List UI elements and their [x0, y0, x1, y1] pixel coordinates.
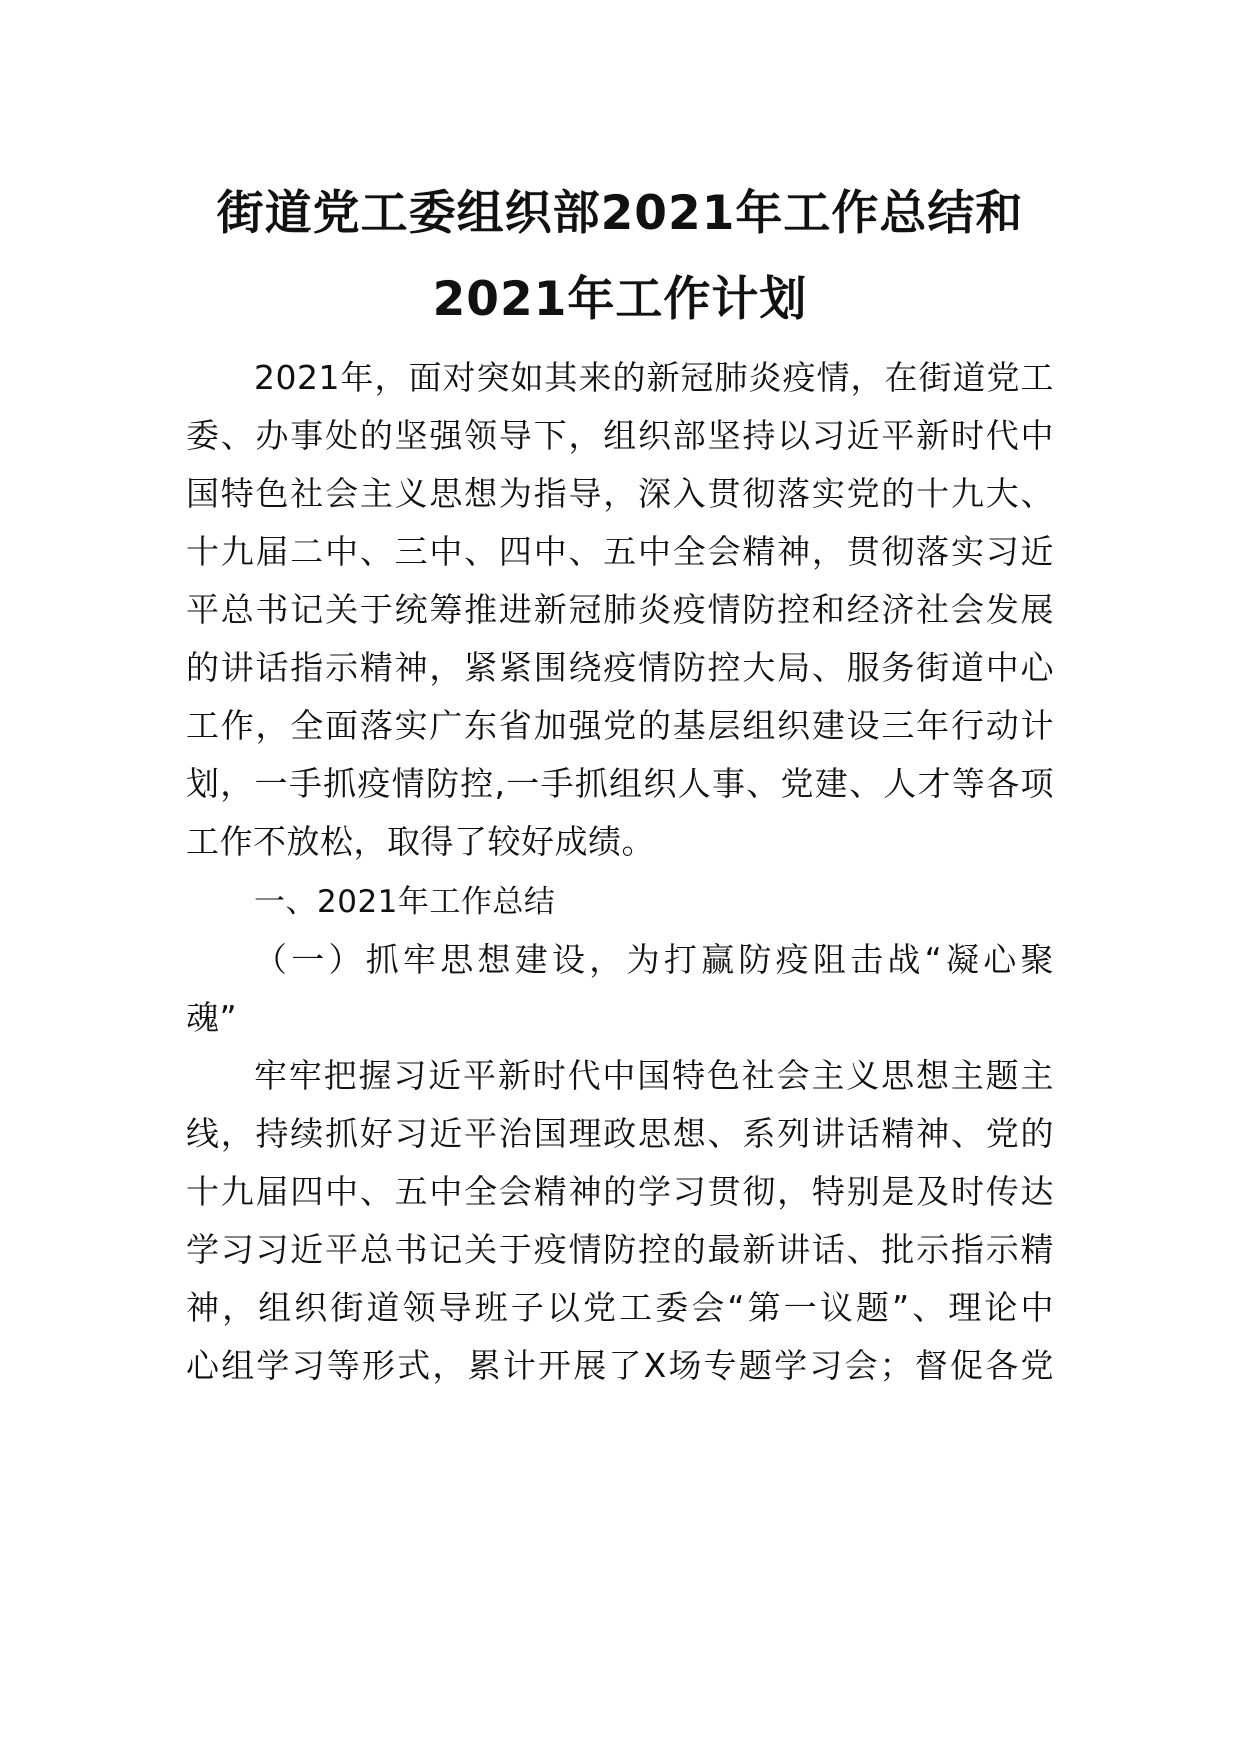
paragraph-1-line: 工作，全面落实广东省加强党的基层组织建设三年行动计: [186, 706, 1054, 745]
document-title-line-2: 2021年工作计划: [432, 272, 808, 327]
paragraph-1-line: 十九届二中、三中、四中、五中全会精神，贯彻落实习近: [186, 532, 1054, 571]
paragraph-2-line: 学习习近平总书记关于疫情防控的最新讲话、批示指示精: [186, 1230, 1054, 1269]
paragraph-1-line: 工作不放松，取得了较好成绩。: [186, 822, 655, 861]
paragraph-1-line: 委、办事处的坚强领导下，组织部坚持以习近平新时代中: [186, 416, 1054, 455]
paragraph-1-line: 的讲话指示精神，紧紧围绕疫情防控大局、服务街道中心: [186, 648, 1054, 687]
paragraph-1-line: 2021年，面对突如其来的新冠肺炎疫情，在街道党工: [254, 358, 1054, 397]
paragraph-2-line: 牢牢把握习近平新时代中国特色社会主义思想主题主: [254, 1056, 1054, 1095]
paragraph-2-line: 神，组织街道领导班子以党工委会“第一议题”、理论中: [186, 1288, 1054, 1327]
paragraph-2-line: 十九届四中、五中全会精神的学习贯彻，特别是及时传达: [186, 1172, 1054, 1211]
paragraph-1-line: 划，一手抓疫情防控,一手抓组织人事、党建、人才等各项: [186, 764, 1054, 803]
paragraph-2-line: 心组学习等形式，累计开展了X场专题学习会；督促各党: [186, 1346, 1054, 1385]
subsection-1-heading-line: （一）抓牢思想建设，为打赢防疫阻击战“凝心聚: [254, 940, 1054, 979]
document-title-line-1: 街道党工委组织部2021年工作总结和: [216, 186, 1024, 241]
section-1-heading: 一、2021年工作总结: [254, 884, 556, 920]
paragraph-1-line: 国特色社会主义思想为指导，深入贯彻落实党的十九大、: [186, 474, 1054, 513]
subsection-1-heading-line: 魂”: [186, 998, 238, 1037]
paragraph-1-line: 平总书记关于统筹推进新冠肺炎疫情防控和经济社会发展: [186, 590, 1054, 629]
paragraph-2-line: 线，持续抓好习近平治国理政思想、系列讲话精神、党的: [186, 1114, 1054, 1153]
